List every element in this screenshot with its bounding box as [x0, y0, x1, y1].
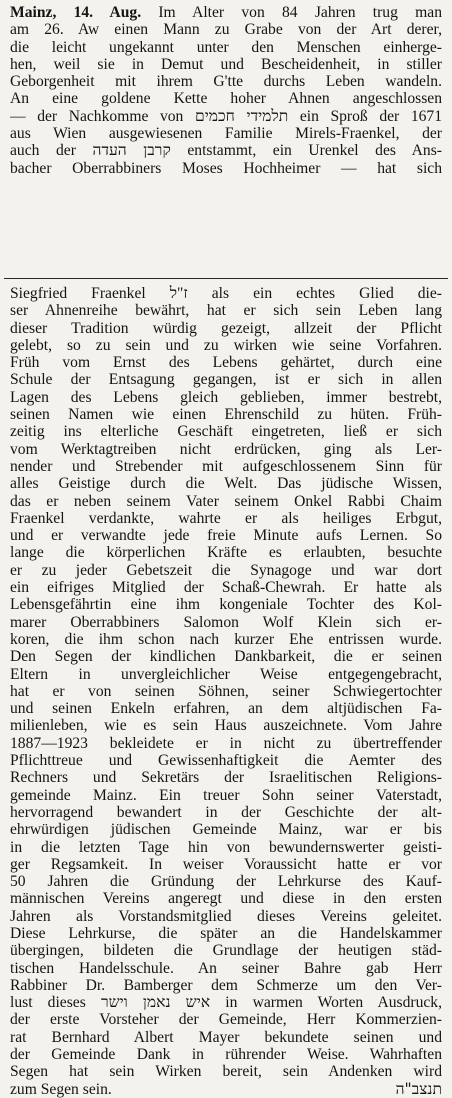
- text-line: milienleben, wie es sein Haus auszeichnete. Vom Jahre: [10, 717, 442, 735]
- text-line: auch der קרבן העדה entstammt, ein Urenkel des Ans-: [10, 142, 442, 160]
- text-line: Schule der Entsagung gegangen, ist er sich in allen: [10, 371, 442, 389]
- closing-text: zum Segen sein.: [10, 1080, 112, 1098]
- text-line: ser Ahnenreihe bewährt, hat er sich sein Leben lang: [10, 302, 442, 320]
- text-line: Jahren als Vorstandsmitglied dieses Vereins geleitet.: [10, 907, 442, 925]
- text-line: er zu jeder Gebetszeit die Synagoge und war dort: [10, 561, 442, 579]
- text-line: bacher Oberrabbiners Moses Hochheimer — hat sich: [10, 159, 442, 177]
- text-line: Siegfried Fraenkel ז"ל als ein echtes Glied die-: [10, 285, 442, 302]
- text-line: hat er von seinen Söhnen, seiner Schwiegertochter: [10, 682, 442, 700]
- text-line: Den Segen der kindlichen Dankbarkeit, die er seinen: [10, 648, 442, 666]
- text-line: der Gemeinde Dank in rührender Weise. Wahrhaften: [10, 1046, 442, 1064]
- text-line: Diese Lehrkurse, die später an die Handelskammer: [10, 924, 442, 942]
- text-line: alles Geistige durch die Welt. Das jüdische Wissen,: [10, 475, 442, 493]
- text-line: Rechners und Sekretärs der Israelitischen Religions-: [10, 769, 442, 787]
- text-line: Lagen des Lebens gleich geblieben, immer bestrebt,: [10, 388, 442, 406]
- text-line: Früh vom Ernst des Lebens gehärtet, durch eine: [10, 354, 442, 372]
- text-line: lust dieses איש נאמן וישר in warmen Worten Ausdruck,: [10, 994, 442, 1012]
- text-line: rat Bernhard Albert Mayer bekundete seinen und: [10, 1028, 442, 1046]
- text-line: die leicht ungekannt unter den Menschen einherge-: [10, 38, 442, 56]
- text-line: hen, weil sie in Demut und Bescheidenheit, in stiller: [10, 55, 442, 73]
- text-line: und seinen Enkeln erfahren, an dem altjüdischen Fa-: [10, 700, 442, 718]
- text-line: lange die körperlichen Kräfte es erlaubten, besuchte: [10, 544, 442, 562]
- text-line: nender und Strebender mit aufgeschlossenem Sinn für: [10, 457, 442, 475]
- text-line: koren, die ihm schon nach kurzer Ehe entrissen wurde.: [10, 630, 442, 648]
- text-line: das er neben seinem Vater seinem Onkel Rabbi Chaim: [10, 492, 442, 510]
- text-line: Eltern in unvergleichlicher Weise entgegengebracht,: [10, 665, 442, 683]
- text-line: ger Regsamkeit. In weiser Voraussicht hatte er vor: [10, 855, 442, 873]
- article-block-bottom: [10, 285, 442, 1098]
- first-line-text: Im Alter von 84 Jahren trug man: [158, 4, 442, 21]
- article-first-line: [10, 4, 442, 21]
- text-line: am 26. Aw einen Mann zu Grabe von der Art derer,: [10, 21, 442, 39]
- text-line: Geborgenheit mit ihrem G'tte durchs Leben wandeln.: [10, 73, 442, 91]
- text-line: 50 Jahren die Gründung der Lehrkurse des Kauf-: [10, 873, 442, 891]
- article-block-top: [10, 4, 442, 177]
- text-line: Fraenkel verdankte, wahrte er als heiliges Erbgut,: [10, 509, 442, 527]
- text-line: — der Nachkomme von תלמידי חכמים ein Sproß der 1671: [10, 107, 442, 125]
- text-line: hervorragend bewandert in der Geschichte der alt-: [10, 803, 442, 821]
- text-line: ehrwürdigen jüdischen Gemeinde Mainz, war er bis: [10, 821, 442, 839]
- text-line: 1887—1923 bekleidete er in nicht zu übertreffender: [10, 734, 442, 752]
- text-line: aus Wien ausgewiesenen Familie Mirels-Fraenkel, der: [10, 125, 442, 143]
- text-line: und er verwandte jede freie Minute aufs Lernen. So: [10, 527, 442, 545]
- text-line: in die letzten Tage hin von bewundernswerter geisti-: [10, 838, 442, 856]
- text-line: ein eifriges Mitglied der Schaß-Chewrah. Er hatte als: [10, 579, 442, 597]
- text-line: gelebt, so zu sein und zu wirken wie seine Vorfahren.: [10, 336, 442, 354]
- text-line: tischen Handelsschule. An seiner Bahre gab Herr: [10, 959, 442, 977]
- text-line: übergingen, bildeten die Grundlage der heutigen städ-: [10, 942, 442, 960]
- closing-hebrew-abbreviation: תנצב"ה: [395, 1080, 442, 1098]
- text-line: männischen Vereins angeregt und diese in den ersten: [10, 890, 442, 908]
- text-line: Segen hat sein Wirken bereit, sein Andenken wird: [10, 1063, 442, 1081]
- text-line: gemeinde Mainz. Ein treuer Sohn seiner Vaterstadt,: [10, 786, 442, 804]
- text-line: An eine goldene Kette hoher Ahnen angeschlossen: [10, 90, 442, 108]
- closing-line: [10, 1081, 442, 1098]
- text-line: Lebensgefährtin eine ihm kongeniale Tochter des Kol-: [10, 596, 442, 614]
- column-divider: [4, 278, 448, 279]
- text-line: dieser Tradition würdig gezeigt, allzeit der Pflicht: [10, 319, 442, 337]
- text-line: Pflichttreue und Gewissenhaftigkeit die Aemter des: [10, 752, 442, 770]
- place-date: Mainz, 14. Aug.: [10, 4, 142, 21]
- text-line: zeitig ins elterliche Geschäft eingetreten, ließ er sich: [10, 423, 442, 441]
- text-line: der erste Vorsteher der Gemeinde, Herr Kommerzien-: [10, 1011, 442, 1029]
- text-line: vom Werktagtreiben nicht erdrücken, ging als Ler-: [10, 440, 442, 458]
- text-line: seinen Namen wie einen Ehrenschild zu hüten. Früh-: [10, 406, 442, 424]
- text-line: Rabbiner Dr. Bamberger dem Schmerze um den Ver-: [10, 976, 442, 994]
- text-line: marer Oberrabbiners Salomon Wolf Klein sich er-: [10, 613, 442, 631]
